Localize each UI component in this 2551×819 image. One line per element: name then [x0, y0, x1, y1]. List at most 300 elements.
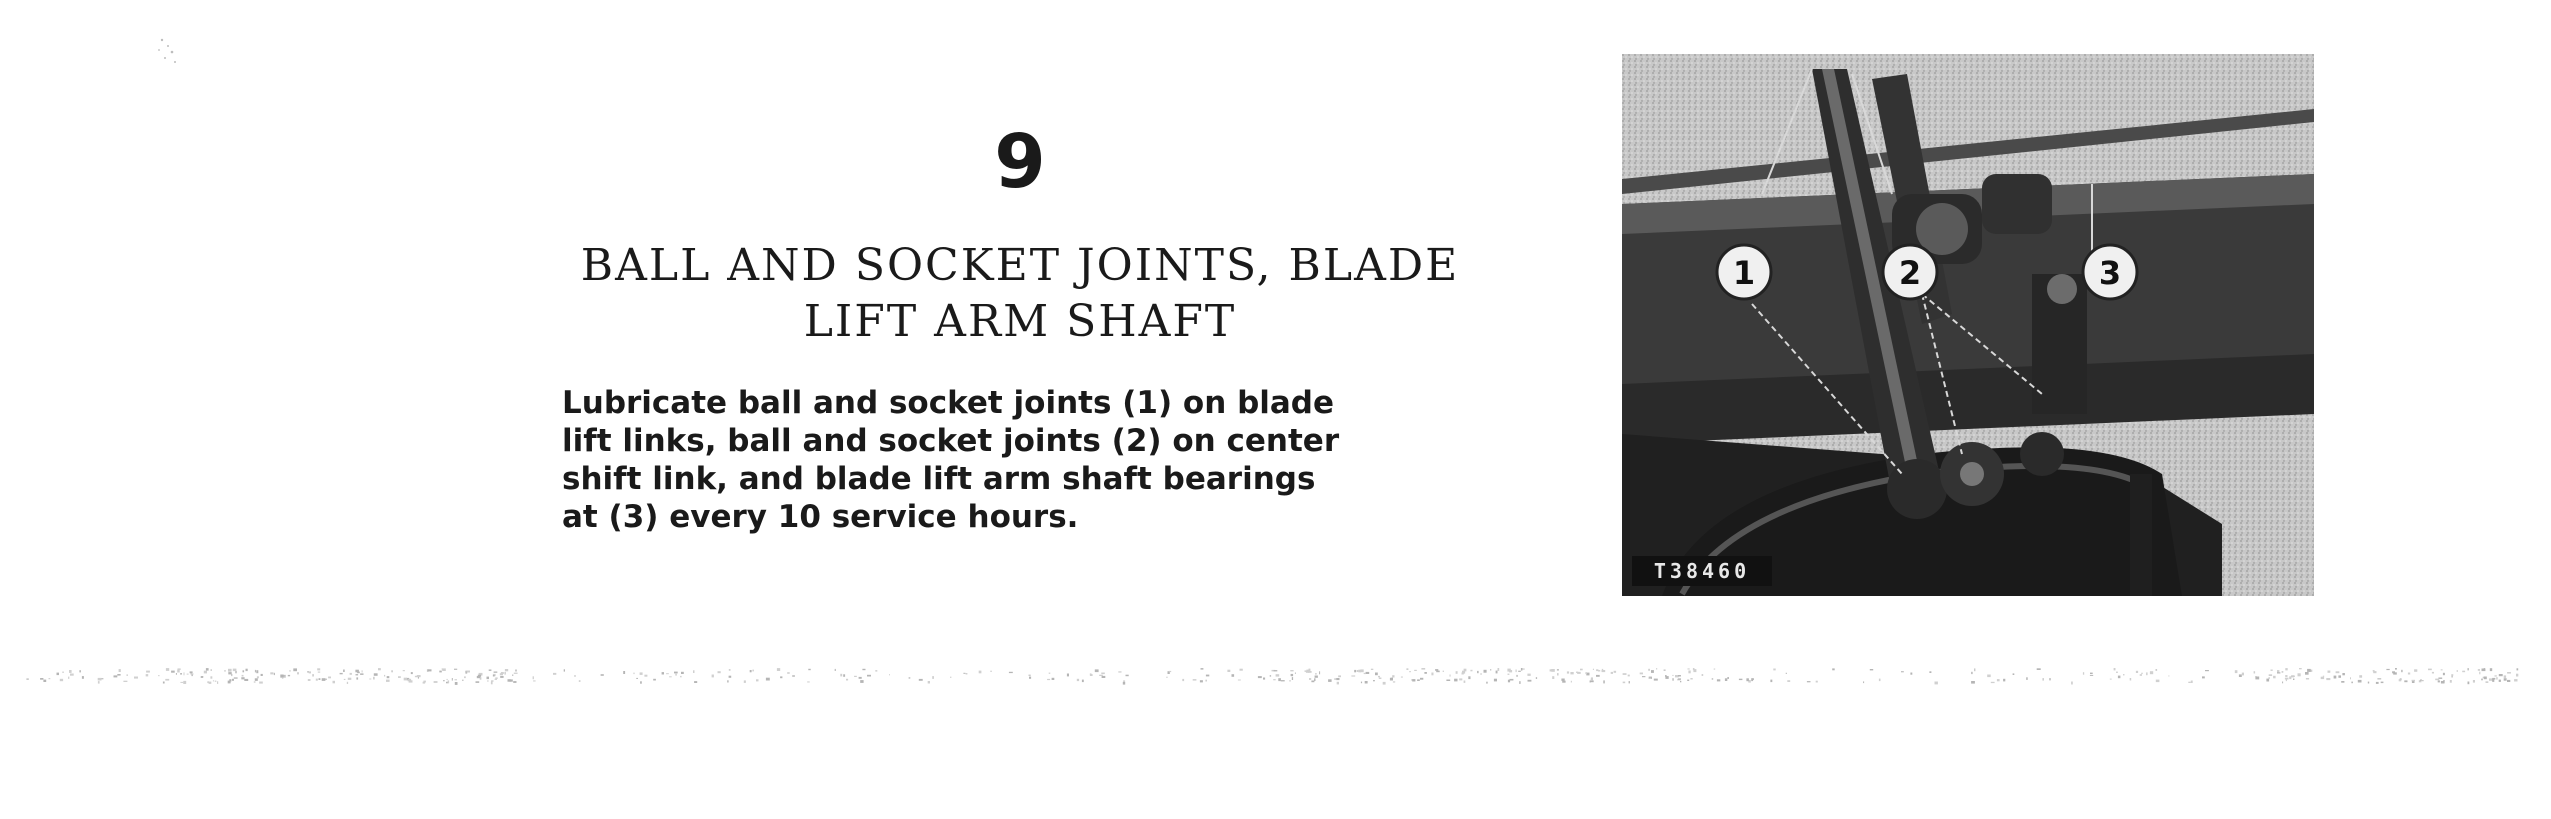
noise-speck — [2377, 678, 2381, 679]
noise-speck — [347, 682, 348, 684]
noise-speck — [889, 674, 890, 675]
noise-speck — [807, 681, 810, 682]
noise-speck — [2451, 674, 2453, 676]
noise-speck — [1987, 675, 1991, 678]
noise-speck — [2422, 680, 2424, 681]
noise-speck — [478, 675, 481, 677]
noise-speck — [2141, 673, 2142, 674]
noise-speck — [257, 676, 259, 678]
noise-speck — [259, 682, 263, 684]
noise-speck — [2412, 680, 2415, 681]
noise-speck — [875, 670, 877, 672]
noise-speck — [1424, 672, 1427, 674]
noise-speck — [493, 675, 495, 677]
noise-speck — [2255, 677, 2259, 680]
noise-speck — [1571, 681, 1572, 683]
noise-speck — [1971, 681, 1975, 684]
noise-speck — [1454, 679, 1457, 682]
noise-speck — [1477, 671, 1479, 673]
noise-speck — [2495, 675, 2497, 676]
machinery-photo — [1622, 54, 2314, 596]
noise-speck — [2468, 682, 2470, 685]
noise-speck — [1910, 673, 1912, 675]
noise-speck — [165, 679, 169, 681]
noise-speck — [1365, 681, 1368, 684]
noise-speck — [2484, 677, 2487, 680]
noise-speck — [2293, 679, 2294, 681]
noise-speck — [2049, 678, 2050, 680]
noise-speck — [325, 679, 327, 680]
noise-speck — [2299, 668, 2302, 669]
noise-speck — [2441, 669, 2443, 670]
noise-speck — [2271, 670, 2273, 671]
noise-speck — [2013, 673, 2015, 675]
noise-speck — [729, 676, 732, 678]
noise-speck — [466, 671, 470, 673]
noise-speck — [2428, 669, 2432, 671]
noise-speck — [2401, 670, 2402, 672]
noise-speck — [712, 675, 714, 678]
noise-speck — [454, 669, 457, 670]
noise-speck — [2235, 670, 2238, 673]
noise-speck — [68, 677, 69, 679]
noise-speck — [1047, 679, 1050, 680]
noise-speck — [505, 669, 508, 671]
noise-speck — [1309, 678, 1311, 680]
noise-speck — [2114, 668, 2116, 670]
noise-speck — [1614, 671, 1617, 673]
noise-speck — [979, 671, 982, 674]
noise-speck — [1315, 676, 1318, 678]
noise-speck — [1361, 682, 1362, 684]
noise-speck — [180, 682, 183, 683]
noise-speck — [787, 672, 790, 674]
noise-speck — [1678, 678, 1681, 679]
noise-speck — [1971, 672, 1972, 674]
noise-speck — [1182, 679, 1184, 681]
noise-speck — [1200, 680, 1203, 682]
noise-speck — [513, 681, 516, 683]
noise-speck — [1417, 679, 1420, 681]
noise-speck — [63, 672, 64, 673]
noise-speck — [378, 668, 381, 670]
noise-speck — [448, 680, 450, 683]
noise-speck — [766, 678, 770, 681]
noise-speck — [1580, 669, 1583, 671]
noise-speck — [1787, 681, 1790, 682]
noise-speck — [846, 679, 848, 681]
noise-speck — [950, 677, 951, 678]
noise-speck — [1901, 671, 1904, 672]
noise-speck — [2517, 668, 2519, 670]
noise-speck — [909, 677, 911, 678]
noise-speck — [1392, 675, 1394, 677]
noise-speck — [1118, 671, 1121, 672]
noise-speck — [512, 675, 513, 676]
noise-speck — [1714, 669, 1716, 670]
noise-speck — [2282, 671, 2284, 673]
noise-speck — [1640, 673, 1643, 675]
noise-speck — [98, 681, 100, 684]
noise-speck — [2273, 676, 2276, 679]
noise-speck — [1598, 670, 1600, 671]
noise-speck — [2285, 675, 2287, 676]
noise-speck — [434, 681, 438, 683]
noise-speck — [2291, 676, 2294, 677]
noise-speck — [255, 678, 258, 681]
noise-speck — [2336, 671, 2340, 673]
noise-speck — [404, 678, 407, 681]
noise-speck — [1577, 672, 1581, 674]
noise-speck — [2342, 673, 2345, 675]
noise-speck — [2156, 669, 2158, 670]
noise-speck — [1412, 679, 1415, 681]
callout-3 — [2083, 245, 2137, 299]
noise-speck — [1406, 668, 1408, 670]
noise-speck — [374, 673, 378, 676]
noise-speck — [1462, 672, 1464, 674]
noise-speck — [1480, 673, 1481, 675]
noise-speck — [693, 670, 695, 673]
noise-speck — [246, 669, 248, 671]
noise-speck — [119, 669, 121, 672]
noise-speck — [756, 679, 759, 681]
noise-speck — [293, 668, 297, 671]
noise-speck — [1375, 673, 1378, 676]
noise-speck — [1562, 681, 1565, 683]
noise-speck — [2404, 680, 2407, 682]
section-title-line: BALL AND SOCKET JOINTS, BLADE — [580, 240, 1460, 291]
noise-speck — [146, 674, 149, 676]
callout-1 — [1717, 245, 1771, 299]
machinery-illustration — [1622, 54, 2314, 596]
noise-speck — [1366, 672, 1370, 674]
noise-speck — [369, 679, 371, 680]
noise-speck — [1974, 668, 1975, 671]
noise-speck — [1308, 671, 1312, 673]
noise-speck — [1751, 678, 1753, 681]
noise-speck — [2381, 682, 2384, 684]
noise-speck — [373, 677, 375, 680]
noise-speck — [2150, 671, 2153, 674]
noise-speck — [491, 682, 493, 685]
noise-speck — [1672, 675, 1673, 676]
noise-speck — [533, 680, 536, 681]
noise-speck — [319, 678, 321, 680]
noise-speck — [1596, 675, 1600, 677]
noise-speck — [308, 679, 311, 680]
noise-speck — [2083, 672, 2084, 675]
noise-speck — [2443, 680, 2444, 683]
section-title-line: LIFT ARM SHAFT — [803, 296, 1237, 347]
noise-speck — [2118, 676, 2121, 679]
noise-speck — [439, 671, 442, 673]
noise-speck — [1649, 678, 1651, 679]
noise-speck — [1688, 668, 1690, 669]
noise-speck — [1101, 673, 1105, 675]
noise-speck — [2239, 674, 2242, 677]
noise-speck — [1290, 670, 1293, 671]
noise-speck — [464, 676, 465, 678]
noise-speck — [727, 680, 728, 682]
scan-speckle — [150, 10, 210, 80]
noise-speck — [2277, 672, 2280, 673]
noise-speck — [201, 676, 204, 678]
noise-speck — [1274, 670, 1278, 671]
noise-speck — [1516, 675, 1517, 677]
noise-speck — [1291, 674, 1294, 676]
noise-speck — [2496, 677, 2498, 679]
noise-speck — [2368, 682, 2369, 684]
noise-speck — [1052, 678, 1055, 680]
noise-speck — [82, 676, 84, 679]
noise-speck — [43, 680, 46, 682]
noise-speck — [1570, 672, 1573, 674]
noise-speck — [1314, 678, 1315, 681]
noise-speck — [1629, 681, 1630, 683]
noise-speck — [1421, 668, 1425, 670]
noise-speck — [1126, 675, 1129, 677]
noise-speck — [1205, 680, 1207, 682]
noise-speck — [1490, 669, 1491, 670]
noise-speck — [489, 670, 492, 671]
noise-speck — [217, 681, 218, 684]
callout-label: 1 — [1732, 254, 1756, 292]
noise-speck — [808, 669, 810, 670]
noise-speck — [1739, 679, 1743, 680]
noise-speck — [1029, 677, 1031, 679]
noise-speck — [191, 673, 194, 674]
noise-speck — [228, 669, 232, 672]
noise-speck — [508, 679, 511, 682]
noise-speck — [533, 676, 534, 679]
noise-speck — [318, 672, 320, 673]
noise-speck — [1334, 678, 1337, 680]
noise-speck — [1378, 676, 1380, 677]
noise-speck — [69, 670, 72, 673]
noise-speck — [963, 673, 965, 674]
noise-speck — [579, 680, 581, 682]
noise-speck — [1665, 675, 1667, 677]
noise-speck — [1603, 680, 1605, 683]
noise-speck — [2484, 668, 2485, 671]
noise-speck — [1123, 682, 1125, 685]
noise-speck — [1102, 676, 1106, 678]
noise-speck — [2123, 674, 2125, 675]
noise-speck — [163, 682, 165, 684]
noise-speck — [564, 669, 565, 671]
noise-speck — [515, 670, 516, 672]
noise-speck — [744, 680, 746, 683]
noise-speck — [183, 681, 186, 684]
noise-speck — [1371, 669, 1373, 670]
noise-speck — [1519, 681, 1520, 684]
noise-speck — [1516, 670, 1517, 673]
noise-speck — [1414, 670, 1417, 671]
noise-speck — [256, 670, 258, 673]
noise-speck — [2282, 682, 2283, 684]
noise-speck — [1935, 682, 1938, 685]
noise-speck — [1551, 669, 1555, 672]
noise-speck — [1717, 679, 1720, 681]
noise-speck — [309, 671, 311, 673]
noise-speck — [2399, 679, 2402, 681]
noise-speck — [2350, 677, 2351, 679]
noise-speck — [1590, 681, 1591, 683]
noise-speck — [575, 675, 576, 677]
noise-speck — [2408, 673, 2410, 675]
noise-speck — [1431, 673, 1433, 676]
noise-speck — [455, 682, 458, 685]
noise-speck — [1702, 674, 1704, 675]
lubrication-instructions — [562, 384, 1522, 536]
noise-speck — [666, 673, 669, 674]
noise-speck — [1468, 676, 1470, 679]
noise-speck — [1289, 680, 1291, 681]
noise-speck — [207, 681, 209, 683]
noise-speck — [780, 676, 782, 678]
noise-speck — [2071, 682, 2073, 685]
noise-speck — [487, 677, 490, 680]
noise-speck — [417, 675, 421, 677]
noise-speck — [1319, 671, 1320, 674]
noise-speck — [2140, 674, 2142, 676]
noise-speck — [2432, 672, 2434, 674]
noise-speck — [2156, 680, 2160, 683]
noise-speck — [1270, 675, 1271, 676]
noise-speck — [1311, 681, 1314, 683]
noise-speck — [681, 672, 684, 674]
noise-speck — [117, 674, 120, 676]
noise-speck — [674, 672, 678, 674]
noise-speck — [1494, 679, 1497, 682]
noise-speck — [1470, 670, 1472, 672]
noise-speck — [1712, 678, 1714, 679]
noise-speck — [2146, 672, 2148, 675]
noise-speck — [729, 669, 731, 670]
noise-speck — [1602, 669, 1603, 672]
noise-speck — [694, 681, 697, 683]
noise-speck — [2334, 676, 2337, 679]
noise-speck — [2323, 676, 2324, 677]
noise-speck — [1870, 669, 1873, 670]
noise-speck — [2481, 679, 2483, 681]
noise-speck — [867, 675, 871, 677]
noise-speck — [1536, 677, 1537, 679]
noise-speck — [2392, 671, 2395, 673]
noise-speck — [1486, 682, 1488, 684]
noise-speck — [2341, 681, 2344, 683]
noise-speck — [213, 680, 214, 681]
noise-speck — [98, 678, 102, 681]
noise-speck — [356, 677, 358, 679]
noise-speck — [1623, 673, 1627, 675]
noise-speck — [123, 681, 127, 682]
noise-speck — [662, 672, 664, 674]
noise-speck — [1680, 681, 1681, 682]
noise-speck — [2307, 669, 2311, 672]
noise-speck — [1816, 681, 1818, 683]
noise-speck — [1664, 670, 1666, 671]
noise-speck — [2110, 679, 2112, 680]
noise-speck — [281, 677, 282, 678]
noise-speck — [1561, 679, 1564, 681]
noise-speck — [1436, 671, 1440, 673]
noise-speck — [1773, 669, 1775, 671]
noise-speck — [233, 669, 237, 672]
noise-speck — [1206, 675, 1209, 677]
noise-speck — [187, 674, 189, 675]
noise-speck — [1273, 679, 1276, 680]
noise-speck — [2435, 679, 2439, 681]
noise-speck — [224, 670, 225, 672]
noise-speck — [476, 681, 480, 683]
noise-speck — [228, 672, 231, 674]
noise-speck — [514, 673, 518, 674]
photo-plate-code: T38460 — [1653, 559, 1751, 583]
noise-speck — [1276, 674, 1280, 676]
noise-speck — [1263, 678, 1265, 680]
noise-speck — [2338, 675, 2341, 677]
noise-speck — [2130, 678, 2132, 681]
noise-speck — [204, 671, 207, 674]
noise-speck — [2359, 675, 2362, 678]
noise-speck — [1725, 678, 1727, 681]
noise-speck — [2321, 677, 2324, 679]
noise-speck — [462, 680, 463, 681]
noise-speck — [282, 675, 286, 676]
noise-speck — [2037, 668, 2041, 670]
noise-speck — [1528, 680, 1532, 682]
noise-speck — [1409, 671, 1411, 672]
noise-speck — [243, 670, 245, 672]
noise-speck — [254, 681, 256, 682]
noise-speck — [409, 680, 413, 682]
noise-speck — [2414, 669, 2417, 672]
body-line: at (3) every 10 service hours. — [562, 499, 1079, 535]
noise-speck — [356, 674, 359, 675]
noise-speck — [297, 672, 298, 674]
noise-speck — [1832, 668, 1835, 670]
noise-speck — [1099, 675, 1103, 676]
noise-speck — [2492, 679, 2494, 682]
noise-speck — [1510, 679, 1514, 681]
noise-speck — [2298, 673, 2301, 676]
noise-speck — [2116, 672, 2118, 673]
section-number: 9 — [994, 119, 1046, 205]
noise-speck — [1390, 678, 1393, 681]
noise-speck — [261, 674, 263, 676]
noise-speck — [2457, 671, 2458, 672]
noise-speck — [2486, 681, 2489, 683]
noise-speck — [636, 678, 638, 679]
noise-speck — [1357, 670, 1359, 672]
callout-label: 3 — [2098, 254, 2122, 292]
noise-speck — [2450, 680, 2452, 683]
noise-speck — [1295, 673, 1296, 674]
noise-speck — [862, 669, 865, 670]
noise-speck — [1049, 673, 1051, 674]
noise-speck — [387, 676, 390, 678]
noise-speck — [504, 672, 506, 675]
noise-speck — [60, 679, 63, 681]
noise-speck — [26, 679, 28, 680]
noise-speck — [1518, 671, 1521, 672]
noise-speck — [2286, 679, 2287, 681]
noise-speck — [255, 670, 256, 673]
noise-speck — [340, 673, 343, 674]
noise-speck — [288, 675, 290, 676]
